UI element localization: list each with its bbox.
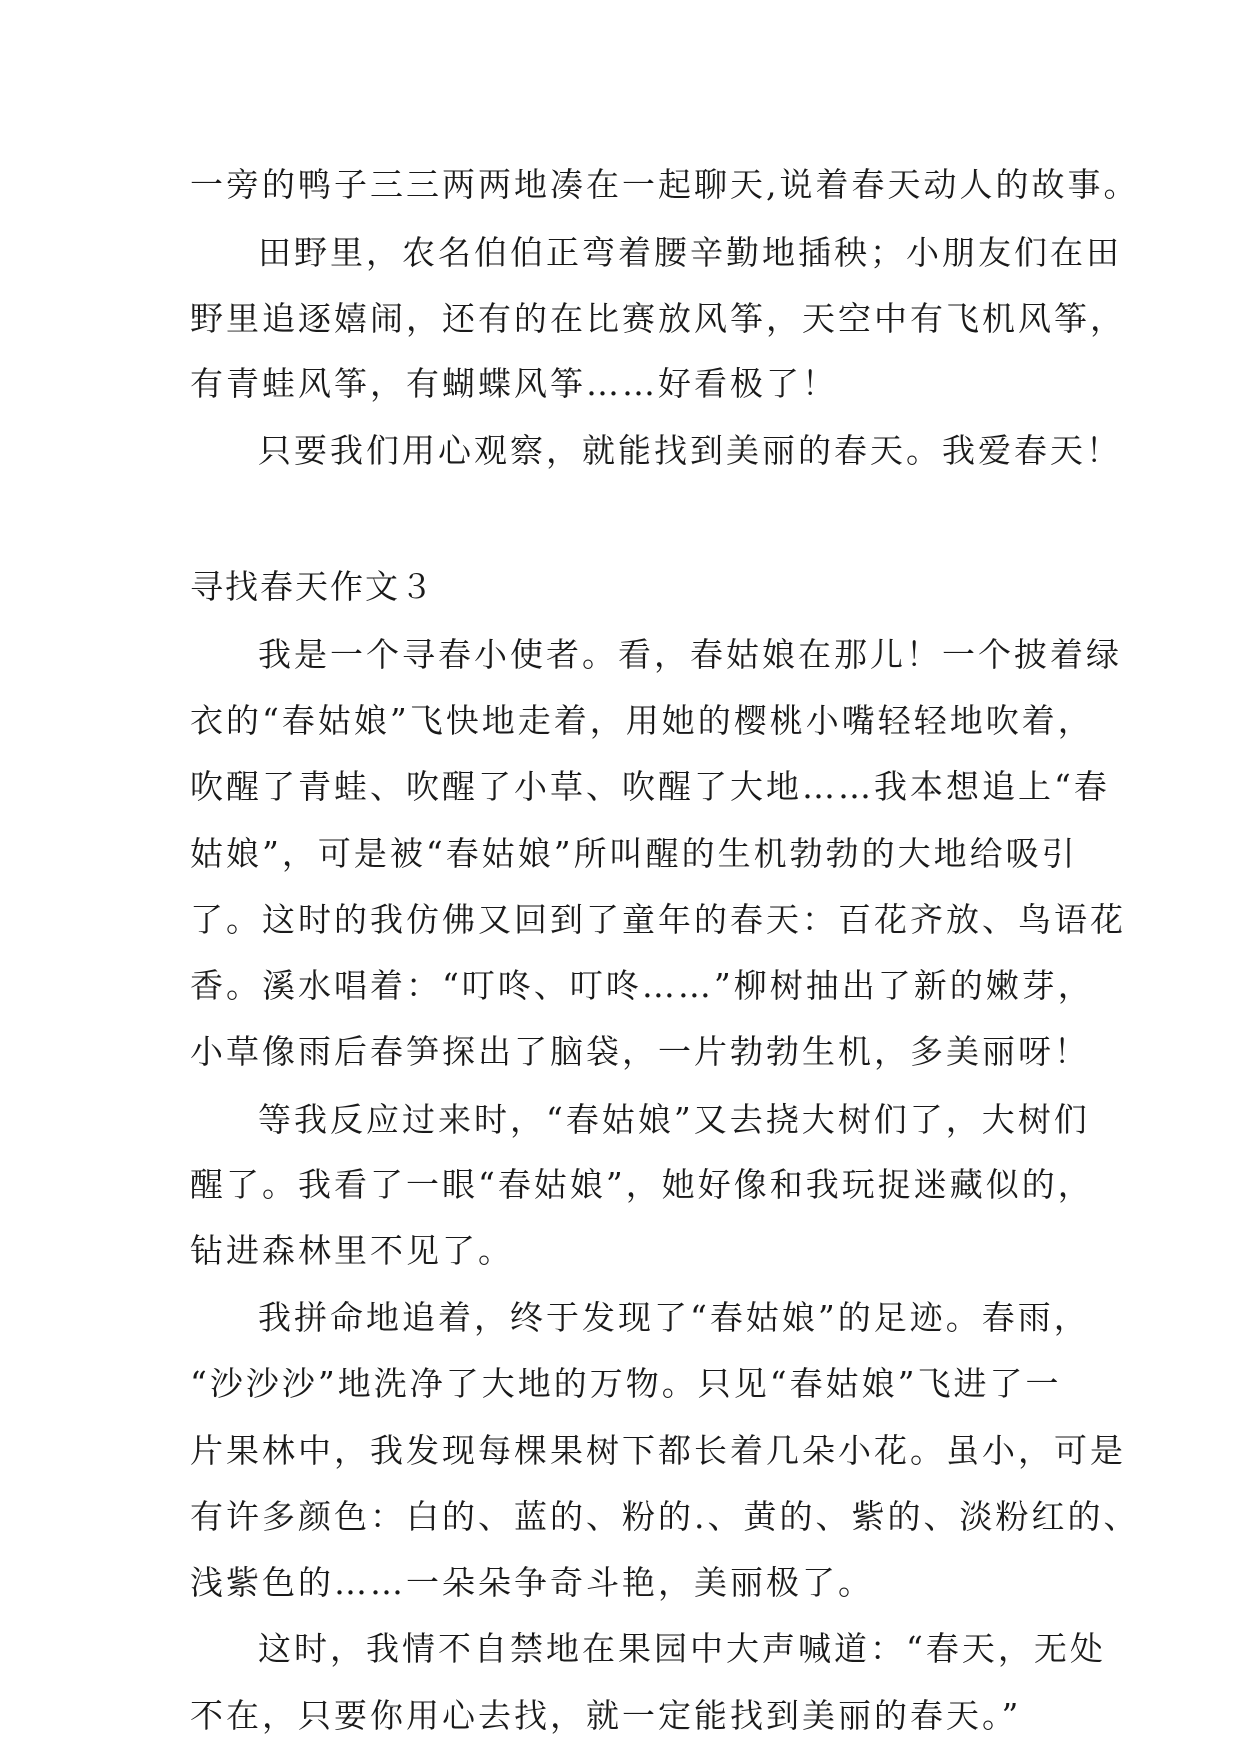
text-line: 野里追逐嬉闹，还有的在比赛放风筝，天空中有飞机风筝， xyxy=(190,299,1126,338)
text-line: 香。溪水唱着：“叮咚、叮咚……”柳树抽出了新的嫩芽， xyxy=(190,966,1094,1005)
text-line: 衣的“春姑娘”飞快地走着，用她的樱桃小嘴轻轻地吹着， xyxy=(190,701,1094,740)
text-line: 等我反应过来时，“春姑娘”又去挠大树们了，大树们 xyxy=(258,1100,1090,1139)
text-line: 只要我们用心观察，就能找到美丽的春天。我爱春天！ xyxy=(258,431,1122,470)
text-line: 有青蛙风筝，有蝴蝶风筝……好看极了！ xyxy=(190,364,838,403)
text-line: 醒了。我看了一眼“春姑娘”，她好像和我玩捉迷藏似的， xyxy=(190,1165,1094,1204)
text-line: 了。这时的我仿佛又回到了童年的春天：百花齐放、鸟语花 xyxy=(190,900,1126,939)
text-line: 小草像雨后春笋探出了脑袋，一片勃勃生机，多美丽呀！ xyxy=(190,1032,1090,1071)
text-line: 我拼命地追着，终于发现了“春姑娘”的足迹。春雨， xyxy=(258,1298,1090,1337)
text-line: 不在，只要你用心去找，就一定能找到美丽的春天。” xyxy=(190,1696,1022,1735)
text-line: 浅紫色的……一朵朵争奇斗艳，美丽极了。 xyxy=(190,1563,874,1602)
text-line: 吹醒了青蛙、吹醒了小草、吹醒了大地……我本想追上“春 xyxy=(190,767,1110,806)
text-line: 姑娘”，可是被“春姑娘”所叫醒的生机勃勃的大地给吸引 xyxy=(190,834,1078,873)
section-heading: 寻找春天作文３ xyxy=(190,567,435,606)
text-line: 这时，我情不自禁地在果园中大声喊道：“春天，无处 xyxy=(258,1629,1106,1668)
text-line: 我是一个寻春小使者。看，春姑娘在那儿！一个披着绿 xyxy=(258,635,1122,674)
text-line: 一旁的鸭子三三两两地凑在一起聊天,说着春天动人的故事。 xyxy=(190,165,1140,204)
text-line: 田野里，农名伯伯正弯着腰辛勤地插秧；小朋友们在田 xyxy=(258,233,1122,272)
text-line: 片果林中，我发现每棵果树下都长着几朵小花。虽小，可是 xyxy=(190,1431,1126,1470)
text-line: 有许多颜色：白的、蓝的、粉的.、黄的、紫的、淡粉红的、 xyxy=(190,1497,1140,1536)
text-line: 钻进森林里不见了。 xyxy=(190,1231,514,1270)
text-line: “沙沙沙”地洗净了大地的万物。只见“春姑娘”飞进了一 xyxy=(190,1364,1062,1403)
